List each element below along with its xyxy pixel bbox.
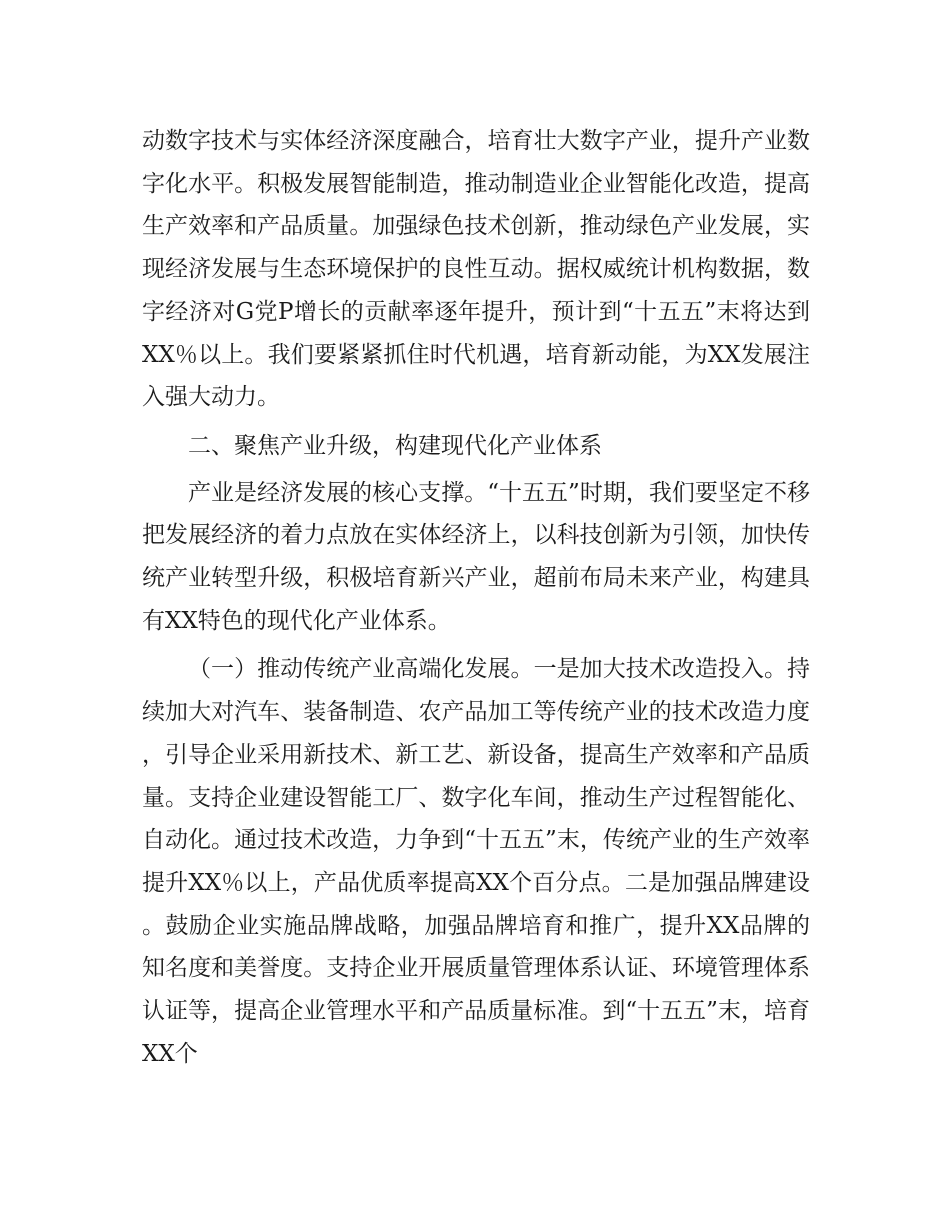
document-body: [142, 120, 810, 1075]
paragraph-traditional-industry: （一）推动传统产业高端化发展。一是加大技术改造投入。持续加大对汽车、装备制造、农产品加工等传统产业的技术改造力度，引导企业采用新技术、新工艺、新设备，提高生产效率和产品质量。支持企业建设智能工厂、数字化车间，推动生产过程智能化、自动化。通过技术改造，力争到“十五五”末，传统产业的生产效率提升XX％以上，产品优质率提高XX个百分点。二是加强品牌建设。鼓励企业实施品牌战略，加强品牌培育和推广，提升XX品牌的知名度和美誉度。支持企业开展质量管理体系认证、环境管理体系认证等，提高企业管理水平和产品质量标准。到“十五五”末，培育XX个: [142, 656, 810, 1067]
section-heading: 二、聚焦产业升级，构建现代化产业体系: [188, 432, 602, 459]
paragraph-continuation: 动数字技术与实体经济深度融合，培育壮大数字产业，提升产业数字化水平。积极发展智能制造，推动制造业企业智能化改造，提高生产效率和产品质量。加强绿色技术创新，推动绿色产业发展，实现经济发展与生态环境保护的良性互动。据权威统计机构数据，数字经济对G党P增长的贡献率逐年提升，预计到“十五五”末将达到XX％以上。我们要紧紧抓住时代机遇，培育新动能，为XX发展注入强大动力。: [142, 128, 810, 411]
paragraph-industry-intro: 产业是经济发展的核心支撑。“十五五”时期，我们要坚定不移把发展经济的着力点放在实体经济上，以科技创新为引领，加快传统产业转型升级，积极培育新兴产业，超前布局未来产业，构建具有XX特色的现代化产业体系。: [142, 479, 810, 634]
